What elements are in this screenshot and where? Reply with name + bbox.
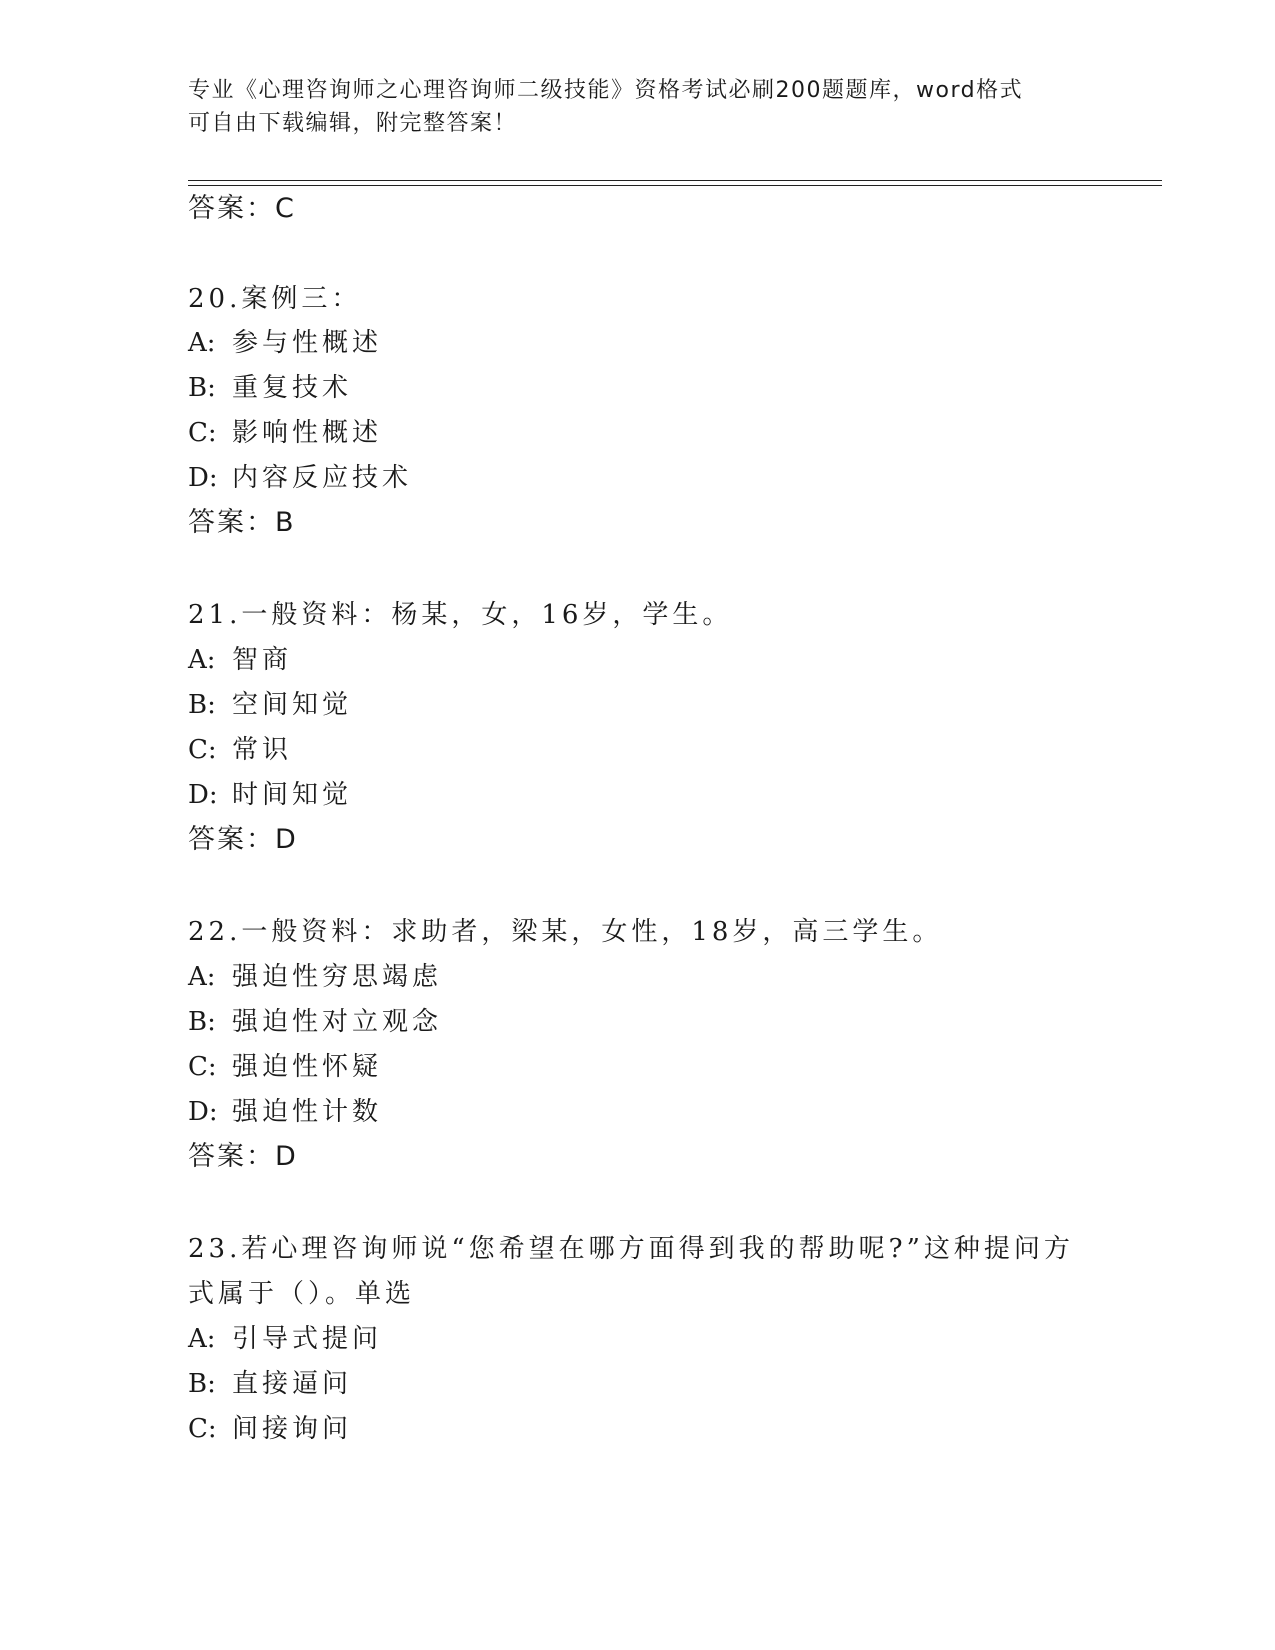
question-22-answer: 答案：D [188, 1141, 298, 1172]
question-23-title-line-1: 23.若心理咨询师说“您希望在哪方面得到我的帮助呢?”这种提问方 [188, 1234, 1074, 1264]
option-text: 引导式提问 [232, 1324, 383, 1354]
option-letter: A: [188, 962, 216, 992]
question-22-option-c [188, 1052, 382, 1082]
option-letter: A: [188, 1324, 216, 1354]
header-line-1: 专业《心理咨询师之心理咨询师二级技能》资格考试必刷200题题库，word格式 [188, 78, 1024, 103]
question-21-option-c [188, 735, 292, 765]
question-21-option-a [188, 645, 292, 675]
option-letter: A: [188, 328, 216, 358]
option-text: 内容反应技术 [232, 463, 413, 493]
header-divider-bottom [188, 185, 1162, 186]
question-23-title-line-2: 式属于（）。单选 [188, 1279, 416, 1309]
option-letter: B: [188, 373, 216, 403]
question-20-option-d [188, 463, 412, 493]
option-text: 强迫性穷思竭虑 [232, 962, 443, 992]
header-line-2: 可自由下载编辑，附完整答案！ [188, 111, 518, 136]
header-divider-top [188, 180, 1162, 181]
option-letter: A: [188, 645, 216, 675]
document-header [188, 74, 1088, 140]
question-21-title: 21.一般资料：杨某，女，16岁，学生。 [188, 600, 733, 630]
question-20-title: 20.案例三： [188, 284, 362, 314]
question-23-option-c [188, 1414, 352, 1444]
question-21-answer: 答案：D [188, 824, 298, 855]
question-22-option-d [188, 1097, 382, 1127]
option-text: 参与性概述 [232, 328, 383, 358]
option-text: 空间知觉 [232, 690, 353, 720]
option-text: 强迫性计数 [232, 1097, 383, 1127]
option-letter: C: [188, 1052, 217, 1082]
question-22-option-b [188, 1007, 442, 1037]
question-20-option-c [188, 418, 382, 448]
option-text: 影响性概述 [232, 418, 383, 448]
option-text: 强迫性怀疑 [232, 1052, 383, 1082]
option-letter: C: [188, 418, 217, 448]
option-text: 强迫性对立观念 [232, 1007, 443, 1037]
question-21-option-b [188, 690, 352, 720]
question-22-option-a [188, 962, 442, 992]
option-letter: C: [188, 1414, 217, 1444]
option-text: 间接询问 [232, 1414, 353, 1444]
question-23-option-b [188, 1369, 352, 1399]
question-20-option-a [188, 328, 382, 358]
option-letter: D: [188, 463, 218, 493]
option-text: 常识 [232, 735, 293, 765]
option-text: 时间知觉 [232, 780, 353, 810]
question-22-title: 22.一般资料：求助者，梁某，女性，18岁，高三学生。 [188, 917, 943, 947]
question-20-option-b [188, 373, 352, 403]
question-20-answer: 答案：B [188, 507, 296, 538]
question-23-option-a [188, 1324, 382, 1354]
option-letter: C: [188, 735, 217, 765]
previous-answer: 答案：C [188, 193, 296, 224]
option-letter: B: [188, 690, 216, 720]
option-letter: D: [188, 1097, 218, 1127]
option-letter: B: [188, 1369, 216, 1399]
option-text: 直接逼问 [232, 1369, 353, 1399]
option-text: 智商 [232, 645, 293, 675]
option-letter: B: [188, 1007, 216, 1037]
question-21-option-d [188, 780, 352, 810]
option-text: 重复技术 [232, 373, 353, 403]
option-letter: D: [188, 780, 218, 810]
